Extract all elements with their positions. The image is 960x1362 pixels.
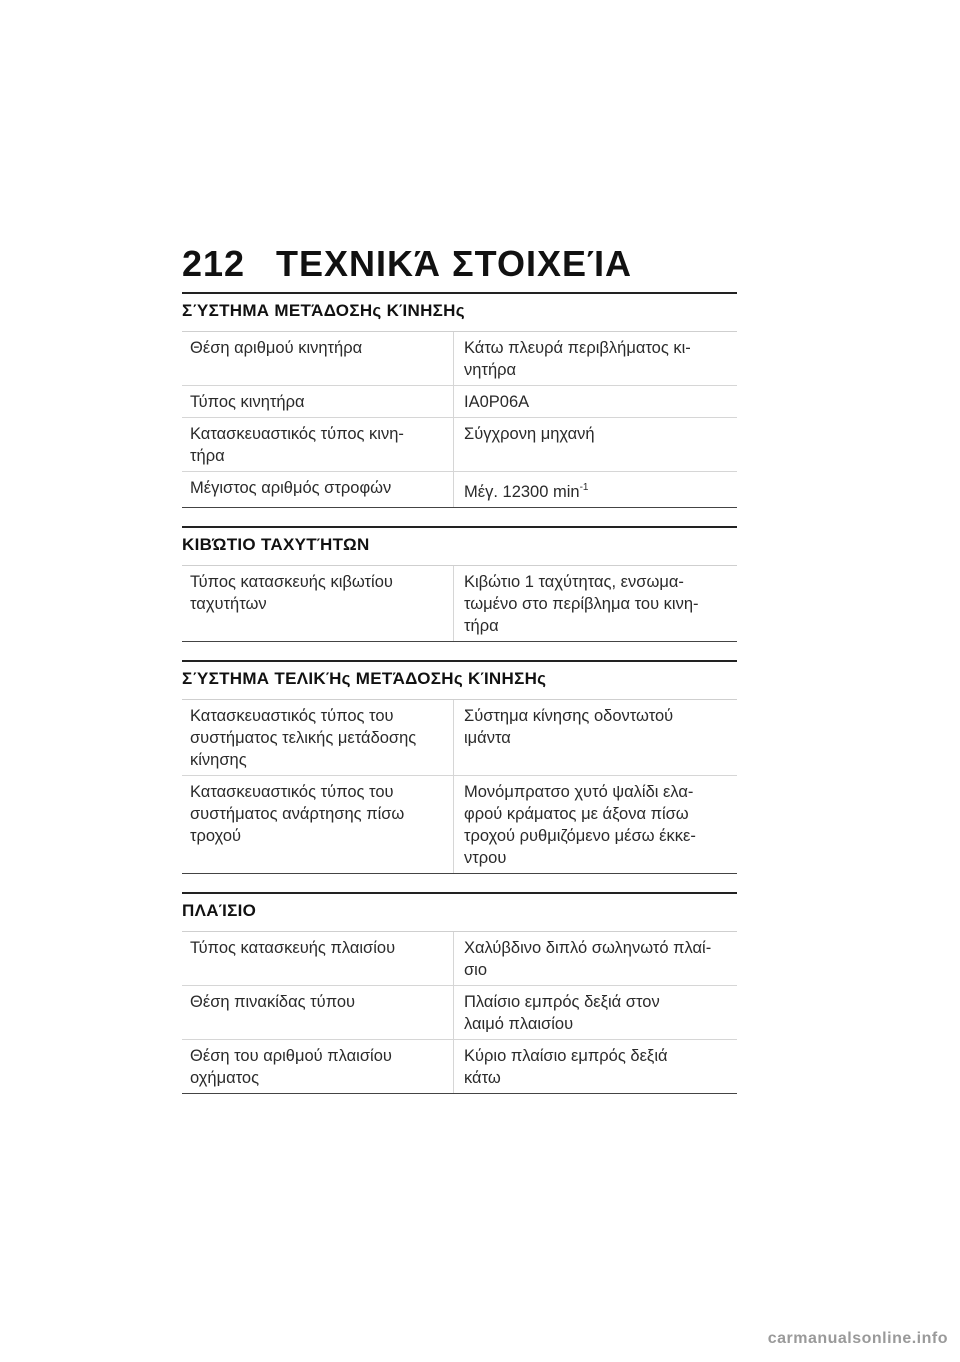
table-row <box>182 386 737 418</box>
unit-exponent: -1 <box>579 482 589 493</box>
spec-label: Θέση του αριθμού πλαισίου οχήματος <box>182 1040 454 1093</box>
section-drivetrain <box>182 292 737 508</box>
spec-label: Μέγιστος αριθμός στροφών <box>182 472 454 507</box>
spec-value: Σύστημα κίνησης οδοντωτού ιμάντα <box>464 707 674 747</box>
table-row <box>182 776 737 874</box>
spec-label: Κατασκευαστικός τύπος του συστήματος τελικής μετάδοσης κίνησης <box>182 700 454 775</box>
spec-value: Κύριο πλαίσιο εμπρός δεξιά κάτω <box>464 1047 668 1087</box>
spec-content <box>182 292 737 1112</box>
spec-value: Κιβώτιο 1 ταχύτητας, ενσωμα- τωμένο στο περίβλημα του κινη- τήρα <box>464 573 699 635</box>
spec-label: Τύπος κατασκευής πλαισίου <box>182 932 454 985</box>
spec-value: Πλαίσιο εμπρός δεξιά στον λαιμό πλαισίου <box>464 993 660 1033</box>
spec-label: Τύπος κατασκευής κιβωτίου ταχυτήτων <box>182 566 454 641</box>
spec-value: Σύγχρονη μηχανή <box>464 425 595 443</box>
section-frame <box>182 892 737 1094</box>
page-number: 212 <box>182 243 246 284</box>
table-row <box>182 932 737 986</box>
spec-label: Θέση πινακίδας τύπου <box>182 986 454 1039</box>
table-row <box>182 700 737 776</box>
table-row <box>182 472 737 508</box>
spec-label: Τύπος κινητήρα <box>182 386 454 417</box>
page-title: ΤΕΧΝΙΚΆ ΣΤΟΙΧΕΊΑ <box>276 243 633 284</box>
table-row <box>182 1040 737 1094</box>
spec-value: IA0P06A <box>464 393 530 411</box>
table-row <box>182 332 737 386</box>
section-final-drive <box>182 660 737 874</box>
spec-label: Θέση αριθμού κινητήρα <box>182 332 454 385</box>
spec-value: Κάτω πλευρά περιβλήματος κι- νητήρα <box>464 339 691 379</box>
section-title: ΣΎΣΤΗΜΑ ΤΕΛΙΚΉς ΜΕΤΆΔΟΣΗς ΚΊΝΗΣΗς <box>182 660 737 700</box>
section-title: ΣΎΣΤΗΜΑ ΜΕΤΆΔΟΣΗς ΚΊΝΗΣΗς <box>182 292 737 332</box>
max-rpm-value: Μέγ. 12300 min <box>464 483 580 501</box>
table-row <box>182 986 737 1040</box>
spec-value: Μονόμπρατσο χυτό ψαλίδι ελα- φρού κράματος με άξονα πίσω τροχού ρυθμιζόμενο μέσω έκκε- ντρου <box>464 783 696 867</box>
table-row <box>182 418 737 472</box>
spec-value <box>454 472 737 507</box>
section-title: ΠΛΑΊΣΙΟ <box>182 892 737 932</box>
spec-label: Κατασκευαστικός τύπος του συστήματος ανάρτησης πίσω τροχού <box>182 776 454 873</box>
table-row <box>182 566 737 642</box>
spec-value: Χαλύβδινο διπλό σωληνωτό πλαί- σιο <box>464 939 712 979</box>
watermark-text: carmanualsonline.info <box>767 1330 948 1347</box>
spec-label: Κατασκευαστικός τύπος κινη- τήρα <box>182 418 454 471</box>
section-title: ΚΙΒΏΤΙΟ ΤΑΧΥΤΉΤΩΝ <box>182 526 737 566</box>
section-gearbox <box>182 526 737 642</box>
page-header <box>182 243 742 285</box>
